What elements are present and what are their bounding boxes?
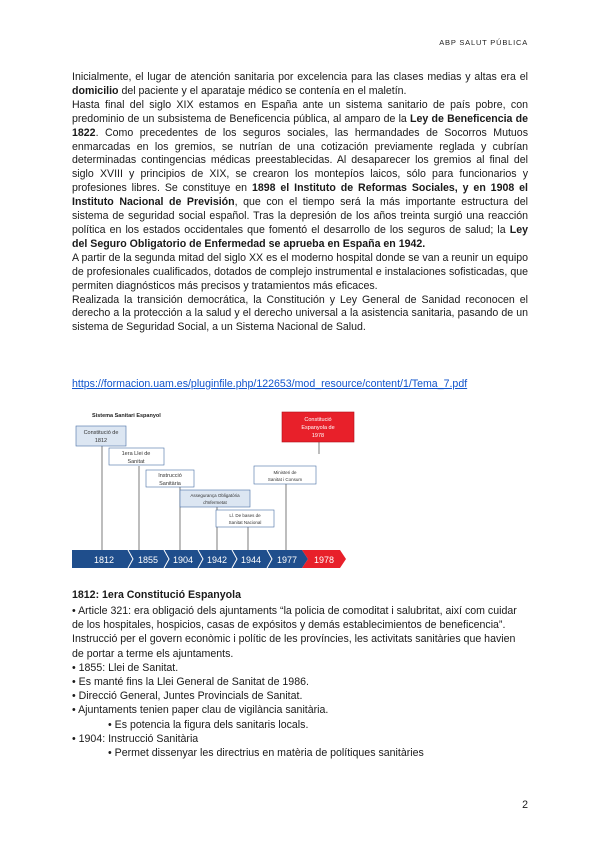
list-item: • Direcció General, Juntes Provincials de Sanitat.: [72, 690, 303, 703]
box-instruccio-sanitaria: [146, 470, 194, 487]
paragraph-1: Inicialmente, el lugar de atención sanitaria por excelencia para las clases medias y altas era el domicilio del paciente y el aparataje médico se contenía en el maletín.: [72, 71, 528, 97]
svg-text:1812: 1812: [94, 438, 108, 444]
sub-list-item: • Es potencia la figura dels sanitaris locals.: [108, 718, 309, 731]
section-title: 1812: 1era Constitució Espanyola: [72, 589, 241, 601]
svg-text:Sanitat Nacional: Sanitat Nacional: [228, 520, 262, 525]
svg-text:Ministeri de: Ministeri de: [273, 470, 297, 475]
box-ley-bases: [216, 510, 274, 527]
svg-text:Sanitat i Consum: Sanitat i Consum: [267, 477, 303, 482]
list-item: • Es manté fins la Llei General de Sanitat de 1986.: [72, 676, 309, 689]
box-constitucio-1812: [76, 426, 126, 446]
box-llei-sanitat: [109, 448, 164, 465]
svg-text:1978: 1978: [311, 433, 325, 439]
source-link[interactable]: https://formacion.uam.es/pluginfile.php/122653/mod_resource/content/1/Tema_7.pdf: [72, 378, 468, 390]
timeline-year: 1942: [206, 555, 228, 565]
timeline-year: 1944: [240, 555, 262, 565]
svg-text:Sanitària: Sanitària: [159, 481, 181, 487]
bullet-list: [72, 604, 528, 760]
svg-text:Instrucció: Instrucció: [158, 473, 182, 479]
document-header: ABP SALUT PÚBLICA: [439, 38, 528, 47]
list-item: • 1855: Llei de Sanitat.: [72, 661, 179, 674]
list-item: • 1904: Instrucció Sanitària: [72, 732, 199, 745]
svg-text:1era Llei de: 1era Llei de: [121, 451, 151, 457]
list-item: • Article 321: era obligació dels ajuntaments “la policia de comoditat i salubritat, així com cuidar de los hospitales, hospicios, casas de expósitos y demás establecimientos de beneficencia”. Instrucció per el govern econòmic i polític de les províncies, les activitats sanitàries que havien de portar a terme els ajuntaments.: [72, 605, 517, 660]
box-constitucio-1978: [282, 412, 354, 442]
timeline-year: 1812: [93, 555, 115, 565]
page-number: 2: [522, 799, 528, 811]
svg-text:Constitució: Constitució: [304, 417, 332, 423]
list-item: • Ajuntaments tenien paper clau de vigilància sanitària.: [72, 704, 329, 717]
svg-text:Espanyola de: Espanyola de: [301, 425, 335, 431]
sub-list-item: • Permet dissenyar les directrius en matèria de polítiques sanitàries: [108, 747, 424, 760]
paragraph-4: Realizada la transición democrática, la Constitución y Ley General de Sanidad reconocen el derecho a la protección a la salud y el derecho universal a la asistencia sanitaria, pasando de un sistema de Seguridad Social, a un Sistema Nacional de Salud.: [72, 293, 528, 334]
timeline-year: 1978: [313, 555, 335, 565]
timeline-diagram: [72, 404, 362, 572]
paragraph-3: A partir de la segunda mitad del siglo XX es el moderno hospital donde se van a reunir un equipo de profesionales cualificados, dotados de complejo instrumental e instalaciones sofisticadas, que permiten diagnósticos más precisos y tratamientos más eficaces.: [72, 251, 528, 292]
box-asseguranca: [180, 490, 250, 507]
box-ministeri: [254, 466, 316, 484]
svg-text:Constitució de: Constitució de: [83, 430, 119, 436]
svg-text:d'Infermetat: d'Infermetat: [203, 500, 227, 505]
timeline-year: 1977: [276, 555, 298, 565]
diagram-title: Sistema Sanitari Espanyol: [92, 413, 161, 419]
paragraph-2: Hasta final del siglo XIX estamos en España ante un sistema sanitario de país pobre, con predominio de un subsistema de Beneficencia pública, al amparo de la Ley de Beneficencia de 1822. Como precedentes de los seguros sociales, las hermandades de Socorros Mutuos enmarcadas en los gremios, se nutrían de una cotización previamente reglada y cubrían determinadas contingencias médicas preestablecidas. Al desaparecer los gremios al final del siglo XVIII y principios de XIX, se crearon los montepíos laicos, sólo para funcionarios y profesiones libres. Se constituye en 1898 el Instituto de Reformas Sociales, y en 1908 el Instituto Nacional de Previsión, que con el tiempo será la más importante estructura del sistema de seguridad social español. Tras la depresión de los años treinta surgió una reacción política en los estados occidentales que fomentó el desarrollo de los seguros de salud; la Ley del Seguro Obligatorio de Enfermedad se aprueba en España en 1942.: [72, 98, 528, 250]
svg-text:Ll. De bases de: Ll. De bases de: [229, 513, 261, 518]
body-text: [72, 71, 528, 335]
svg-text:Sanitat: Sanitat: [127, 459, 145, 465]
timeline-year: 1855: [137, 555, 159, 565]
svg-text:Assegurança Obligatòria: Assegurança Obligatòria: [190, 493, 240, 498]
timeline-year: 1904: [172, 555, 194, 565]
